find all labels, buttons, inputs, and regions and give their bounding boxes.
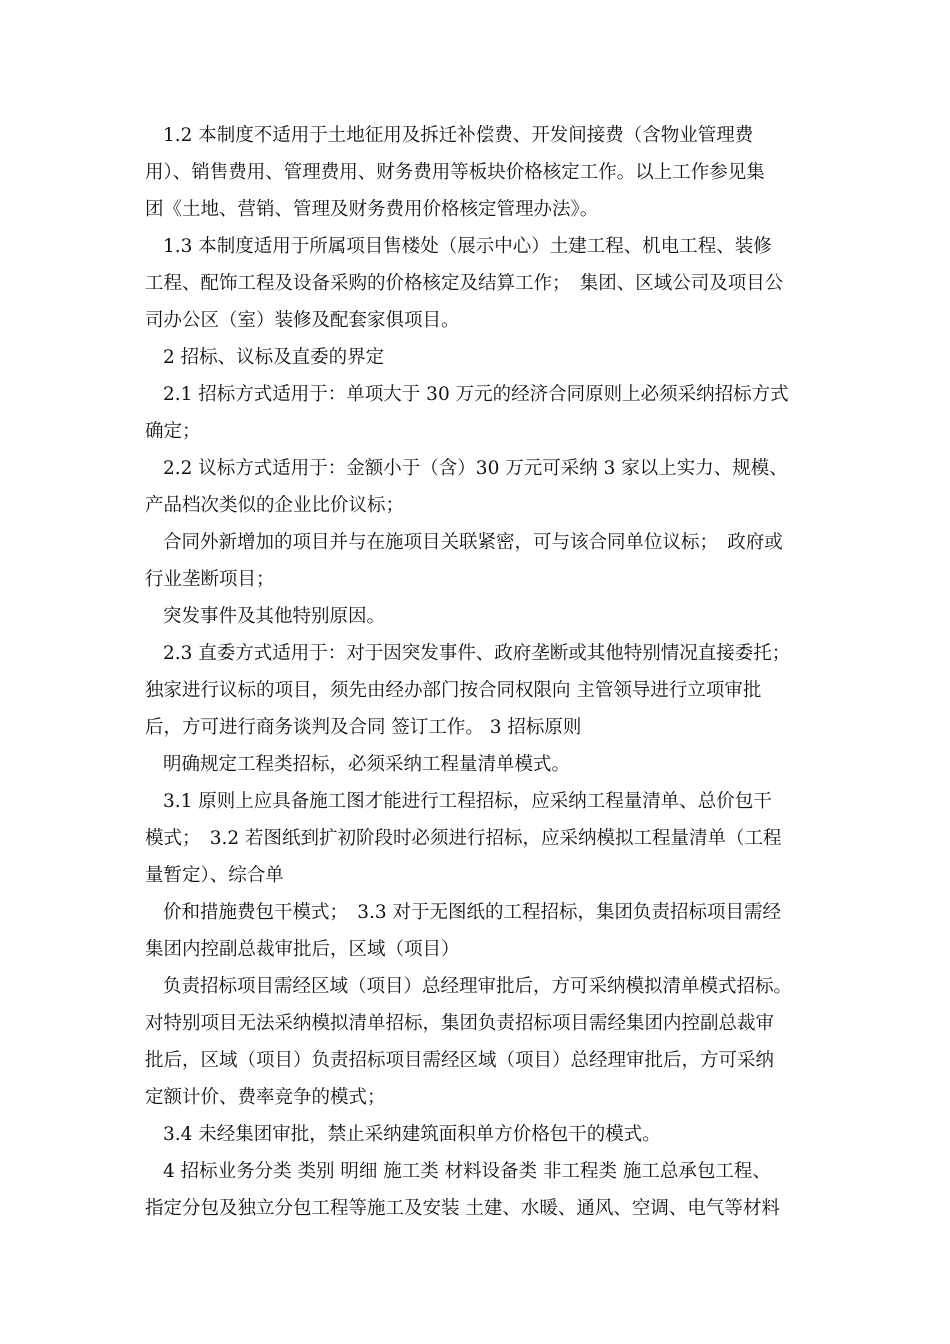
text-line: 2.2 议标方式适用于：金额小于（含）30 万元可采纳 3 家以上实力、规模、 [163,458,788,479]
text-line: 对特别项目无法采纳模拟清单招标，集团负责招标项目需经集团内控副总裁审 [145,1013,775,1034]
text-line: 突发事件及其他特别原因。 [163,606,386,627]
text-line: 3.4 未经集团审批，禁止采纳建筑面积单方价格包干的模式。 [163,1124,661,1145]
section-heading: 2 招标、议标及直委的界定 [163,347,385,368]
text-line: 后，方可进行商务谈判及合同 签订工作。 3 招标原则 [145,717,582,738]
text-line: 产品档次类似的企业比价议标； [145,495,405,516]
text-line: 定额计价、费率竞争的模式； [145,1087,386,1108]
text-line: 指定分包及独立分包工程等施工及安装 土建、水暖、通风、空调、电气等材料 [145,1198,780,1219]
text-line: 价和措施费包干模式； 3.3 对于无图纸的工程招标，集团负责招标项目需经 [163,902,782,923]
text-line: 4 招标业务分类 类别 明细 施工类 材料设备类 非工程类 施工总承包工程、 [163,1161,771,1182]
text-line: 独家进行议标的项目，须先由经办部门按合同权限向 主管领导进行立项审批 [145,680,762,701]
text-line: 2.3 直委方式适用于：对于因突发事件、政府垄断或其他特别情况直接委托； [163,643,791,664]
text-line: 用）、销售费用、管理费用、财务费用等板块价格核定工作。以上工作参见集 [145,162,765,183]
text-line: 2.1 招标方式适用于：单项大于 30 万元的经济合同原则上必须采纳招标方式 [163,384,789,405]
text-line: 团《土地、营销、管理及财务费用价格核定管理办法》。 [145,199,599,220]
text-line: 集团内控副总裁审批后，区域（项目） [145,939,460,960]
text-line: 模式； 3.2 若图纸到扩初阶段时必须进行招标，应采纳模拟工程量清单（工程 [145,828,782,849]
text-line: 工程、配饰工程及设备采购的价格核定及结算工作； 集团、区域公司及项目公 [145,273,784,294]
text-line: 确定； [145,421,201,442]
text-line: 合同外新增加的项目并与在施项目关联紧密，可与该合同单位议标； 政府或 [163,532,783,553]
text-line: 明确规定工程类招标，必须采纳工程量清单模式。 [163,754,571,775]
text-line: 负责招标项目需经区域（项目）总经理审批后，方可采纳模拟清单模式招标。 [163,976,793,997]
text-line: 1.3 本制度适用于所属项目售楼处（展示中心）土建工程、机电工程、装修 [163,236,772,257]
text-line: 行业垄断项目； [145,569,275,590]
text-line: 量暂定）、综合单 [145,865,284,886]
text-line: 1.2 本制度不适用于土地征用及拆迁补偿费、开发间接费（含物业管理费 [163,125,754,146]
text-line: 司办公区（室）装修及配套家俱项目。 [145,310,460,331]
text-line: 3.1 原则上应具备施工图才能进行工程招标，应采纳工程量清单、总价包干 [163,791,772,812]
text-line: 批后，区域（项目）负责招标项目需经区域（项目）总经理审批后，方可采纳 [145,1050,775,1071]
